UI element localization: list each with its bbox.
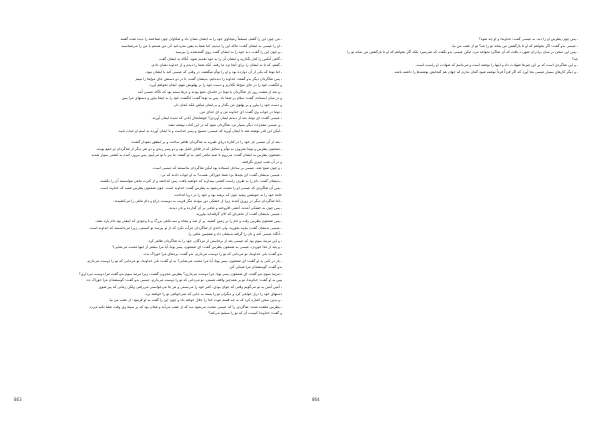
text-line: ـ و این مرتبهٔ سوم بود که عیسی بعد از برخاستن از مردگان، خود را به شاگردان ظاهر کرد. <box>147 238 282 243</box>
text-line: ـ و بعد از غذا خوردن، عیسی به شمعون پطرس گفت: ای شمعون، پسر یونا، آیا مرا بیشتر از اینها محبت می‌نمایی؟ <box>112 245 282 250</box>
text-line: دستهای خود را دراز خواهی کرد و دیگران تو را بسته به جایی که نمی‌خواهی تو را خواهند برد. <box>144 291 282 296</box>
text-line: ـ توما در جواب وی گفت: ای خداوند من و ای خدای من. <box>199 109 282 114</box>
text-line: ـ او را عیسی به ایشان گفت: ماکه این را دیدیم، اما شما به یقین نمی‌دانید کی من هستم یا من را می‌شناسید. <box>120 43 282 48</box>
text-line: ـ و بدین سخن اشاره کرد که به چه قسم موت خدا را جلال خواهد داد و چون این را گفت به او فرمود: از عقب من بیا. <box>108 298 282 303</box>
text-line: ـ عیسی بدیشان گفت: بیایید بخورید. ولی احدی از شاگردان جرأت نکرد که از او بپرسد تو کیستی، زیرا می‌دانستند که خداوند است. <box>88 225 282 230</box>
text-line: ـ اما شاگردان دیگر در زورق آمدند زیرا از خشکی دور نبودند مگر قریب به دویست ذراع و دام ماهی را می‌کشیدند. <box>113 199 282 204</box>
text-line: ـ و بعد از هشت روز باز شاگردان با توما در خانه‌ای جمع بودند و درها بسته بود که ناگاه عیسی آمد <box>137 89 282 94</box>
text-line: ـ پس چون به خشکی آمدند، آتشی افروخته و ماهی بر آن گذارده و نان دیدند. <box>168 205 282 210</box>
text-line: جامهٔ خود را به خویشتن پیچید چون که برهنه بود و خود را در دریا انداخت. <box>173 192 282 197</box>
text-line: ـ و چون این را گفت، دید خود را به ایشان گفت روی گفته‌شده را بپرسید <box>175 50 282 55</box>
text-line: ـ پس شمعون پطرس رفت و دام را بر زمین کشید، پر از صد و پنجاه و سه ماهی بزرگ و با وجودی که اینقدر بود دام پاره نشد. <box>95 219 282 224</box>
text-line: ـ و عیسی معجزات دیگر بسیار نزد شاگردان نمود که در این کتاب نوشته نشد. <box>167 122 282 127</box>
right-page-text <box>318 36 578 76</box>
text-line: ـ عیسی گفت: ای توما، بعد از دیدنم ایمان آوردی؟ خوشابحال آنانی که ندیده ایمان آورند. <box>151 116 282 121</box>
text-line: ـ گاهی آنکس را کنار بگذارید و ایشان آن را به خود تقدیم نمود، آنگاه به ایشان گفت <box>159 56 282 61</box>
text-line: ـ و چون صبح شد، عیسی بر ساحل ایستاده بود لیکن شاگردان ندانستند که عیسی است. <box>152 166 282 171</box>
text-line: چه؟ <box>571 56 578 61</box>
text-line: ـ پس آن شاگردی که عیسی او را محبت می‌نمود به پطرس گفت: خداوند است. چون شمعون پطرس شنید که خداوند است <box>100 186 282 191</box>
text-line: ـ شمعون پطرس به ایشان گفت: می‌روم تا صید ماهی کنم. به او گفتند: ما نیز با تو می‌آییم. پس بیرون آمده به کشتی سوار شدند <box>91 153 282 158</box>
right-page-number: 864 <box>312 397 320 402</box>
text-line: و دست خود را بیاور و بر پهلوی من بگذار و بی‌ایمان مباش بلکه ایمان دار. <box>173 102 282 107</box>
text-line: ـ عیسی بدیشان گفت: ای بچه‌ها نزد شما خوراکی هست؟ به او جواب دادند که نی. <box>160 172 282 177</box>
text-line: بدو گفت: بلی خداوندا، تو می‌دانی که تو را دوست می‌دارم. بدو گفت: بره‌های مرا خوراک بده. <box>143 252 282 256</box>
text-line: ـ پطرس ملتفت شده، شاگردی را که عیسی محبت می‌نمود دید که از عقب می‌آید و همان بود که بر سینهٔ وی وقت عشا تکیه می‌زد <box>89 304 282 309</box>
left-page-number: 863 <box>14 397 22 402</box>
text-line: ـ و این شاگردی است که بر این چیزها شهادت داد و اینها را نوشته است و می‌دانیم که شهادت او راست است. <box>415 63 578 68</box>
text-line: و گفت: خداوندا کیست آن که تو را تسلیم می‌کند؟ <box>208 311 282 316</box>
text-line: ـ شمعون پطرس و توما معروف به توأم و نتنائیل که از قانای جلیل بود و دو پسر زبدی و دو نفر دیگر از شاگردان او جمع بودند. <box>95 146 282 151</box>
text-line: ـ پس این سخن در میان برادران شهرت یافت که آن شاگرد نخواهد مرد. لیکن عیسی بدو نگفت که نمی‌میرد بلکه اگر بخواهم که او تا بازگشتن من بماند تو را <box>347 50 578 55</box>
text-line: ـ عیسی بدیشان گفت: از ماهی‌ای که الان گرفته‌اید بیاورید. <box>195 212 282 217</box>
text-line: و انگشت خود را در جای میخ‌ها نگذارم و دست خود را بر پهلویش ننهم، ایمان نخواهم آورد. <box>148 83 282 88</box>
text-line: ـ مرتبهٔ سوم بدو گفت: ای شمعون، پسر یونا، مرا دوست می‌داری؟ پطرس محزون گشت، زیرا مرتبهٔ سوم بدو گفت مرا دوست می‌داری؟ <box>78 271 282 276</box>
text-line: و در میان ایستاده، گفت: سلام بر شما باد. پس به توما گفت: انگشت خود را به اینجا بیاور و دستهای مرا ببین <box>121 96 282 101</box>
text-line: ـ باز در ثانی به او گفت: ای شمعون، پسر یونا، آیا مرا محبت می‌نمایی؟ به او گفت: بلی خداوندا، تو می‌دانی که تو را دوست می‌دارم. <box>86 258 282 263</box>
text-line: ـ پس شاگردان دیگر بدو گفتند: خداوند را دیده‌ایم. بدیشان گفت: تا در دو دستش جای میخ‌ها را نبینم <box>135 76 282 81</box>
left-page-text <box>18 36 282 317</box>
text-line: ـ اما توما که یکی از آن دوازده بود و او را توأم میگفتند، در وقتی که عیسی آمد با ایشان نبود. <box>145 69 282 74</box>
text-line: ـ آنگاه عیسی آمد و نان را گرفته بدیشان داد و همچنین ماهی را. <box>187 232 282 237</box>
text-line: ـ عیسی بدو گفت: اگر بخواهم که او تا بازگشتن من بماند تو را چه؟ تو از عقب من بیا. <box>451 43 578 48</box>
text-line: و در آن شب چیزی نگرفتند. <box>241 159 282 164</box>
text-line: بدو گفت: گوسفندان مرا شبانی کن. <box>228 265 282 270</box>
text-line: ـ گفتم، که تا نه ایشان را برای آنجا نزد ما رفته، آنکه شما را دیدم و از خداوند نشان دادم. <box>150 63 282 68</box>
right-page <box>300 0 600 424</box>
text-line: پس به او گفت: خداوندا، تو بر همه‌چیز واقف هستی. تو می‌دانی که تو را دوست می‌دارم. عیسی بدو گفت: گوسفندان مرا خوراک ده. <box>85 278 282 283</box>
text-line: ـ لیکن این قدر نوشته شد تا ایمان آورید که عیسی، مسیح و پسر خداست و تا ایمان آورده به اسم او حیات یابید. <box>117 129 282 134</box>
text-line: ـ بدیشان گفت: دام را به طرف راست کشتی بیندازید که خواهید یافت. پس انداختند و از کثرت ماهی نتوانستند آن را بکشند. <box>99 179 282 184</box>
text-line: ـ آمین آمین به تو می‌گویم وقتی که جوان بودی، کمر خود را می‌بستی و هر جا می‌خواستی می‌رفتی ولکن زمانی که پیر شوی <box>98 284 282 289</box>
text-line: ـ پس چون پطرس او را دید، به عیسی گفت: خداوندا و او چه شود؟ <box>478 37 578 41</box>
text-line: ـ و دیگر کارهای بسیار عیسی بجا آورد که اگر فرداً فرداً نوشته شود گمان ندارم که جهان هم گنجایش نوشته‌ها را داشته باشد. <box>393 69 578 74</box>
text-line: ـ بعد از آن عیسی باز خود را در کنارهٔ دریای طبریه به شاگردان ظاهر ساخت و بر اینطور نمودار گشت: <box>130 139 282 144</box>
text-line: ـ من چون این را گفتم، مسلماً رمیجاوی خود را به ایشان نشان داد و شکاوان چون شناختند را دیده شده گفتند <box>120 37 282 41</box>
